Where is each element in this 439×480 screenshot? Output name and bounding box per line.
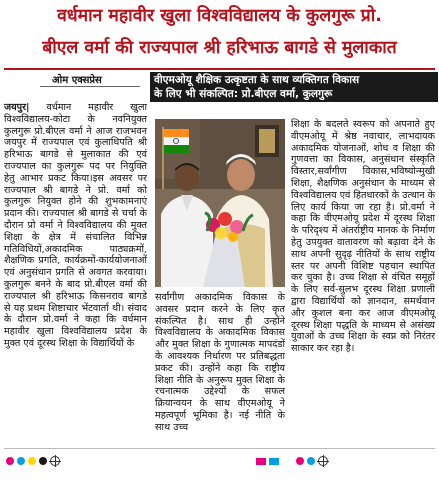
registration-marks-mid: [256, 456, 279, 466]
article-column-2: [155, 292, 285, 434]
magenta-dot-icon: [296, 457, 304, 465]
article-column-1: [4, 102, 147, 350]
cyan-dot-icon: [307, 457, 315, 465]
headline-line-2: बीएल वर्मा की राज्यपाल श्री हरिभाऊ बागडे से मुलाकात: [42, 38, 397, 58]
black-dot-icon: [39, 457, 47, 465]
yellow-dot-icon: [28, 457, 36, 465]
headline-line-1: वर्धमान महावीर खुला विश्वविद्यालय के कुलगुरू प्रो.: [57, 6, 382, 26]
footer-rule: [4, 448, 435, 449]
article-column-1-text: वर्धमान महावीर खुला विश्वविद्यालय-कोटा के नवनियुक्त कुलगुरू प्रो.बीएल वर्मा ने आज राजभवन जयपुर में राज्यपाल एवं कुलाधिपति श्री हरिभाऊ बागडे से मुलाकात की एवं राज्यपाल का कुलगुरू पद पर नियुक्ति हेतु आभार प्रकट किया।इस अवसर पर राज्यपाल श्री बागडे ने प्रो. वर्मा को कुलगुरू नियुक्त होने की शुभकामनाएं प्रदान की। राज्यपाल श्री बागडे से चर्चा के दौरान प्रो वर्मा ने विश्वविद्यालय की मुक्त शिक्षा के क्षेत्र में संचालित विभिन्न गतिविधियों,अकादमिक पाठ्यक्रमों, शैक्षणिक प्रगति, कार्यक्रमों-कार्ययोजनाओं एवं अनुसंधान प्रगति से अवगत करवाया।कुलगुरू बनने के बाद प्रो.बीएल वर्मा की राज्यपाल श्री हरिभाऊ किसनराव बागडे से यह प्रथम शिष्टाचार भेंटवार्ता थी। संवाद के दौरान प्रो.वर्मा ने कहा कि वर्धमान महावीर खुला विश्वविद्यालय प्रदेश के मुक्त एवं दूरस्थ शिक्षा के विद्यार्थियों के: [4, 102, 147, 349]
photo-illustration: [155, 119, 285, 287]
registration-marks-right: [296, 456, 328, 466]
registration-cross-icon: [318, 456, 328, 466]
magenta-bar-icon: [256, 458, 266, 465]
dateline: जयपुर|: [4, 102, 30, 113]
subheadline-line-2: के लिए भी संकल्पित: प्रो.बीएल वर्मा, कुलगुरू: [154, 88, 333, 100]
registration-cross-icon: [50, 456, 60, 466]
magenta-dot-icon: [6, 457, 14, 465]
article-column-3-text: शिक्षा के बदलते स्वरूप को अपनाते हुए वीएमओयू में श्रेष्ठ नवाचार, लाभदायक अकादमिक योजनाओं, शोध व शिक्षा की गुणवत्ता का विकास, अनुसंधान संस्कृति विस्तार,सर्वांगीण विकास,भविष्योन्मुखी शिक्षा, शैक्षणिक अनुसंधान के माध्यम से विश्वविद्यालय एवं हितधारकों के उत्थान के लिए कार्य किया जा रहा है। प्रो.वर्मा ने कहा कि वीएमओयू प्रदेश में दूरस्थ शिक्षा के परिदृश्य में अंतर्राष्ट्रीय मानक के निर्माण हेतु उपयुक्त वातावरण को बढ़ावा देने के साथ अपनी सुदृढ़ नीतियों के साथ राष्ट्रीय स्तर पर अपनी विशिष्ट पहचान स्थापित कर चुका है। उच्च शिक्षा से वंचित समूहों के लिए सर्व-सुलभ दूरस्थ शिक्षा प्रणाली द्वारा विद्यार्थियों को ज्ञानदान, समर्थवान और कुशल बना कर आज वीएमओयू दूरस्थ शिक्षा पद्धति के माध्यम से असंख्य युवाओं के उच्च शिक्षा के स्वप्न को निरंतर साकार कर रहा है।: [291, 119, 435, 355]
cyan-dot-icon: [17, 457, 25, 465]
news-photo: [155, 119, 285, 287]
article-column-3: [291, 119, 435, 355]
byline: ओम एक्सप्रेस: [52, 75, 102, 86]
cyan-bar-icon: [269, 458, 279, 465]
headline-rule: [4, 68, 435, 70]
article-column-2-text: सर्वांगीण अकादमिक विकास के अवसर प्रदान करने के लिए कृत संकल्पित है। साथ ही उन्होंने विश्वविद्यालय के अकादमिक विकास और मुक्त शिक्षा के गुणात्मक मापदंडों के आवश्यक निर्धारण पर प्रतिबद्धता प्रकट की। उन्होंने कहा कि राष्ट्रीय शिक्षा नीति के अनुरूप मुक्त शिक्षा के रचनात्मक उद्देश्यों के सफल क्रियान्वयन के साथ वीएमओयू ने महत्वपूर्ण भूमिका है। नई नीति के साथ उच्च: [155, 292, 285, 433]
headline: [4, 2, 435, 62]
subheadline-line-1: वीएमओयू शैक्षिक उत्कृष्टता के साथ व्यक्तिगत विकास: [154, 74, 360, 86]
byline-rule: [40, 86, 140, 87]
subheadline: [150, 72, 438, 102]
registration-marks-left: [6, 456, 60, 466]
